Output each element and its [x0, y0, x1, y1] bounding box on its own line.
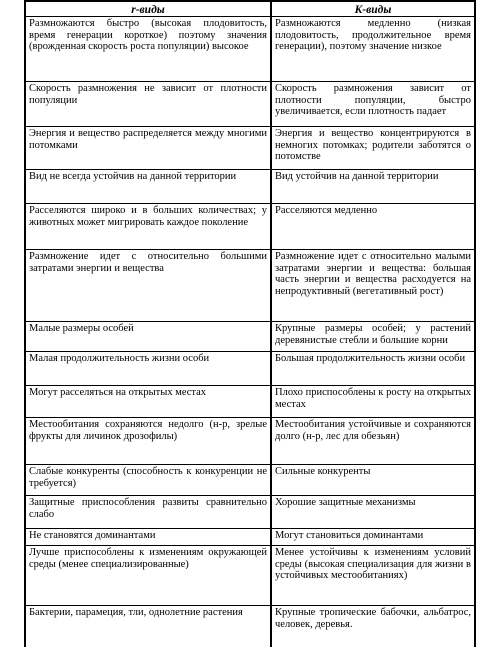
- table-cell-k: Размножаются медленно (низкая плодовитость, продолжительное время генерации), поэтому значение низкое: [272, 17, 474, 81]
- table-cell-k: Вид устойчив на данной территории: [272, 170, 474, 203]
- table-cell-r: Малая продолжительность жизни особи: [26, 352, 270, 385]
- table-cell-k: Местообитания устойчивые и сохраняются долго (н-р, лес для обезьян): [272, 418, 474, 464]
- table-cell-r: Бактерии, парамеция, тли, однолетние растения: [26, 606, 270, 647]
- table-cell-k: Сильные конкуренты: [272, 465, 474, 495]
- table-cell-r: Не становятся доминантами: [26, 529, 270, 545]
- table-cell-k: Размножение идет с относительно малыми затратами энергии и вещества: большая часть энергии и вещества расходуется на непродуктивный (вегетативный рост): [272, 250, 474, 321]
- table-cell-k: Менее устойчивы к изменениям условий среды (высокая специализация для жизни в устойчивых местообитаниях): [272, 546, 474, 605]
- table-cell-r: Защитные приспособления развиты сравнительно слабо: [26, 496, 270, 528]
- table-cell-k: Могут становиться доминантами: [272, 529, 474, 545]
- table-cell-r: Расселяются широко и в больших количествах; у животных может мигрировать каждое поколение: [26, 204, 270, 249]
- table-cell-r: Скорость размножения не зависит от плотности популяции: [26, 82, 270, 126]
- table-cell-r: Энергия и вещество распределяется между многими потомками: [26, 127, 270, 169]
- table-cell-k: Расселяются медленно: [272, 204, 474, 249]
- table-cell-k: Хорошие защитные механизмы: [272, 496, 474, 528]
- table-cell-k: Большая продолжительность жизни особи: [272, 352, 474, 385]
- table-cell-k: Скорость размножения зависит от плотности популяции, быстро увеличивается, если плотность падает: [272, 82, 474, 126]
- table-cell-r: Местообитания сохраняются недолго (н-р, зрелые фрукты для личинок дрозофилы): [26, 418, 270, 464]
- table-cell-r: Размножение идет с относительно большими затратами энергии и вещества: [26, 250, 270, 321]
- table-cell-r: Могут расселяться на открытых местах: [26, 386, 270, 417]
- column-header-r-species: r-виды: [26, 2, 270, 16]
- column-header-k-species: K-виды: [272, 2, 474, 16]
- table-cell-r: Лучше приспособлены к изменениям окружающей среды (менее специализированные): [26, 546, 270, 605]
- table-cell-k: Крупные тропические бабочки, альбатрос, человек, деревья.: [272, 606, 474, 647]
- comparison-table: [24, 0, 476, 647]
- table-cell-r: Размножаются быстро (высокая плодовитость, время генерации короткое) поэтому значения (врожденная скорость роста популяции) высокое: [26, 17, 270, 81]
- table-cell-r: Вид не всегда устойчив на данной территории: [26, 170, 270, 203]
- table-cell-r: Малые размеры особей: [26, 322, 270, 351]
- table-cell-r: Слабые конкуренты (способность к конкуренции не требуется): [26, 465, 270, 495]
- table-cell-k: Плохо приспособлены к росту на открытых местах: [272, 386, 474, 417]
- table-cell-k: Энергия и вещество концентрируются в немногих потомках; родители заботятся о потомстве: [272, 127, 474, 169]
- table-cell-k: Крупные размеры особей; у растений деревянистые стебли и большие корни: [272, 322, 474, 351]
